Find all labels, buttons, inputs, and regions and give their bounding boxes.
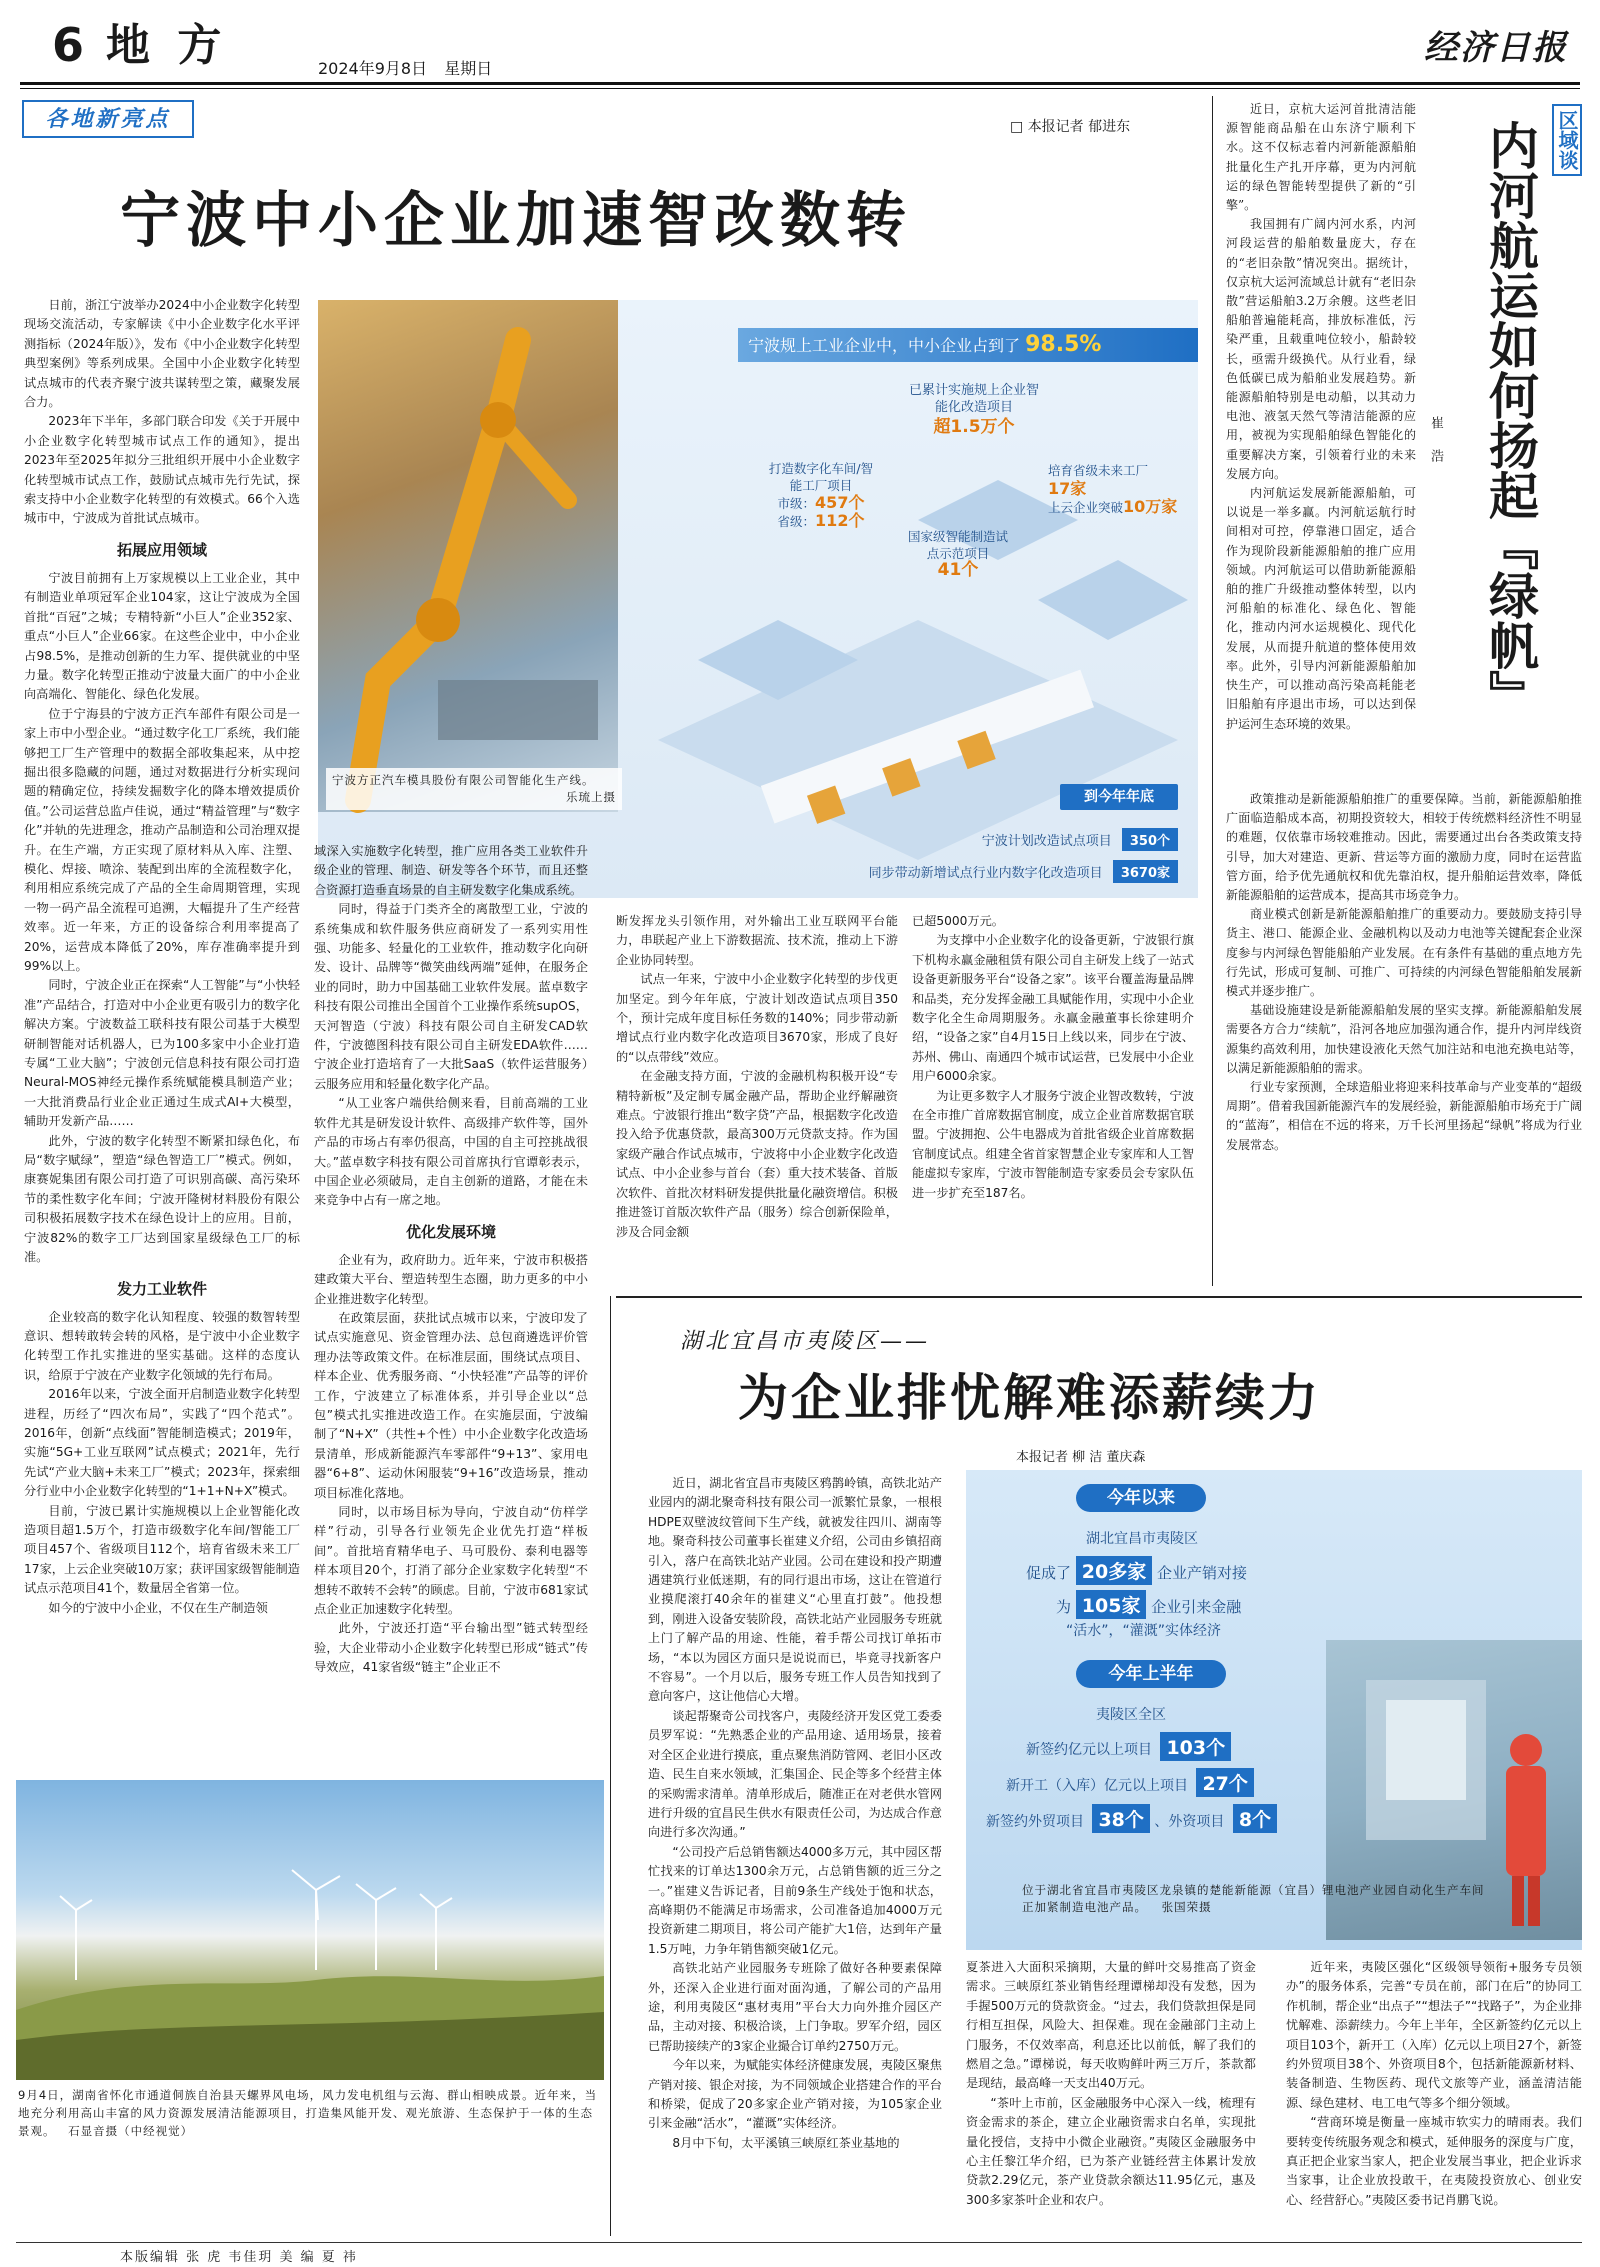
article1-byline xyxy=(1010,116,1130,136)
byline-text: 本报记者 郁进东 xyxy=(1027,119,1131,135)
caption-text: 位于湖北省宜昌市夷陵区龙泉镇的楚能新能源（宜昌）锂电池产业园自动化生产车间正加紧制造电池产品。 xyxy=(1022,1883,1485,1914)
paragraph: 域深入实施数字化转型，推广应用各类工业软件升级企业的管理、制造、研发等各个环节，而且还整合资源打造垂直场景的自主研发数字化集成系统。 xyxy=(314,844,588,897)
section-name: 地 方 xyxy=(106,20,228,71)
paragraph: 宁波目前拥有上万家规模以上工业企业，其中有制造业单项冠军企业104家，这让宁波成为全国首批“百冠”之城；专精特新“小巨人”企业352家、重点“小巨人”企业66家。在这些企业中，中小企业占98.5%，是推动创新的生力军、提供就业的中坚力量。数字化转型正推动宁波量大面广的中小企业向高端化、智能化、绿色化发展。 xyxy=(24,570,300,702)
infographic2-area: 湖北宜昌市夷陵区 xyxy=(1086,1531,1198,1547)
infographic2-area2: 夷陵区全区 xyxy=(1096,1707,1166,1723)
article2-title: 为企业排忧解难添薪续力 xyxy=(738,1368,1321,1427)
page-number: 6 xyxy=(52,18,85,72)
paragraph: 已超5000万元。 xyxy=(912,914,1004,928)
line-value: 105家 xyxy=(1076,1590,1147,1619)
stat-label: 国家级智能制造试点示范项目 xyxy=(908,529,1009,561)
stat-label: 培育省级未来工厂 xyxy=(1048,463,1149,478)
infographic2-line1 xyxy=(1026,1556,1247,1585)
paragraph: 内河航运发展新能源船舶，可以说是一举多赢。内河航运航行时间相对可控，停靠港口固定，适合作为现阶段新能源船舶的推广应用领域。内河航运可以借助新能源船舶的推广升级推动整体转型，以内河船舶的标准化、绿色化、智能化，推动内河水运规模化、现代化发展，从而提升航道的整体使用效率。此外，引导内河新能源船舶加快生产，可以推动高污染高耗能老旧船舶有序退出市场，可以达到保护运河生态环境的效果。 xyxy=(1226,486,1416,731)
stat-label: 上云企业突破 xyxy=(1048,500,1124,515)
infographic2-stat3 xyxy=(986,1804,1277,1833)
paragraph: 政策推动是新能源船舶推广的重要保障。当前，新能源船舶推广面临造船成本高，初期投资较大，相较于传统燃料经济性不明显的难题，仅依靠市场较难推动。因此，需要通过出台各类政策支持引导，加大对建造、更新、营运等方面的激励力度，同时在运营监管方面，给予优先通航权和优先靠泊权，提升船舶运营效率，降低新能源船舶的运营成本，提高其市场竞争力。 xyxy=(1226,792,1582,903)
stat-box-future-factory xyxy=(1048,462,1188,517)
caption-text: 宁波方正汽车模具股份有限公司智能化生产线。 xyxy=(332,773,595,787)
plan-label: 同步带动新增试点行业内数字化改造项目 xyxy=(868,866,1103,881)
stat-label: 新签约亿元以上项目 xyxy=(1026,1742,1152,1758)
plan-value: 350个 xyxy=(1122,828,1178,851)
article1-col2 xyxy=(314,842,588,1675)
paragraph: 日前，浙江宁波举办2024中小企业数字化转型现场交流活动，专家解读《中小企业数字化水平评测指标（2024年版）》，发布《中小企业数字化转型典型案例》等系列成果。全国中小企业数字化转型试点城市的代表齐聚宁波共谋转型之策，藏聚发展合力。 xyxy=(24,298,300,410)
stat-label: 打造数字化车间/智能工厂项目 xyxy=(768,461,874,493)
paragraph: 试点一年来，宁波中小企业数字化转型的步伐更加坚定。到今年年底，宁波计划改造试点项目350个，预计完成年度目标任务数的140%；同步带动新增试点行业内数字化改造项目3670家，形成了良好的“以点带线”效应。 xyxy=(616,972,898,1064)
photo1-caption xyxy=(326,768,622,810)
article2-infographic xyxy=(966,1470,1582,1950)
year-end-badge: 到今年年底 xyxy=(1060,784,1178,810)
paragraph: 位于宁海县的宁波方正汽车部件有限公司是一家上市中小型企业。“通过数字化工厂系统，我们能够把工厂生产管理中的数据全部收集起来，从中挖掘出很多隐藏的问题，通过对数据进行分析实现问题的精确定位，持续发掘数字化的降本增效提质价值。”公司运营总监卢佳说，通过“精益管理”与“数字化”并轨的先进理念，推动产品制造和公司治理双提升。在生产端，方正实现了原材料从入库、注塑、模化、焊接、喷涂、装配到出库的全流程数字化，利用相应系统完成了产品的全生命周期管理，实现一物一码产品全流程可追溯，大幅提升了生产经营效率。近一年来，方正的设备综合利用率提高了20%，运营成本降低了20%，库存准确率提升到99%以上。 xyxy=(24,706,300,973)
subheading: 拓展应用领域 xyxy=(116,540,207,559)
headline-text: 宁波规上工业企业中，中小企业占到了 xyxy=(748,336,1021,355)
stat-box-upgrade xyxy=(904,382,1044,438)
date-text: 2024年9月8日 xyxy=(318,59,428,78)
infographic2-label-top: 今年以来 xyxy=(1076,1484,1206,1512)
article1-col4 xyxy=(912,912,1194,1284)
paragraph: 企业较高的数字化认知程度、较强的数智转型意识、想转敢转会转的风格，是宁波中小企业数字化转型工作扎实推进的坚实基础。这样的态度认识，给原于宁波在产业数字化领域的先行布局。 xyxy=(24,1309,300,1382)
paragraph: 此外，宁波还打造“平台输出型”链式转型经验，大企业带动小企业数字化转型已形成“链式”传导效应，41家省级“链主”企业正不 xyxy=(314,1621,588,1675)
paragraph: 谈起帮聚奇公司找客户，夷陵经济开发区党工委委员罗军说：“先熟悉企业的产品用途、适用场景，接着对全区企业进行摸底，重点聚焦消防管网、老旧小区改造、民生自来水领域，汇集国企、民企等多个经营主体的采购需求清单。清单形成后，随准正在对老供水管网进行升级的宜昌民生供水有限责任公司，为达成合作意向进行多次沟通。” xyxy=(648,1708,942,1840)
paragraph: 夏茶进入大面积采摘期，大量的鲜叶交易推高了资金需求。三峡原红茶业销售经理谭梯却没有发愁，因为手握500万元的贷款资金。“过去，我们贷款担保是同行相互担保，风险大、担保难。现在金融部门主动上门服务，不仅效率高，利息还比以前低，解了我们的燃眉之急。”谭梯说，每天收购鲜叶两三万斤，茶款都是现结，最高峰一天支出40万元。 xyxy=(966,1960,1256,2091)
infographic2-line2 xyxy=(1056,1590,1241,1619)
stat-value: 457个 xyxy=(815,493,865,512)
stat-label: 新签约外贸项目 xyxy=(986,1814,1084,1830)
photo-credit: 石显音摄（中经视觉） xyxy=(68,2124,194,2138)
stat-sublabel: 市级： xyxy=(777,496,816,511)
article2-left-rule xyxy=(610,1296,611,2236)
paragraph: 2023年下半年，多部门联合印发《关于开展中小企业数字化转型城市试点工作的通知》，提出2023年至2025年拟分三批组织开展中小企业数字化转型城市试点工作，鼓励试点城市先行先试，探索支持中小企业数字化转型的有效模式。66个入选城市中，宁波成为首批试点城市。 xyxy=(24,414,300,526)
stat-value: 112个 xyxy=(815,511,865,530)
stat-value: 27个 xyxy=(1196,1768,1253,1797)
paragraph: 断发挥龙头引领作用，对外输出工业互联网平台能力，串联起产业上下游数据流、技术流，推动上下游企业协同转型。 xyxy=(616,914,898,967)
windfarm-caption xyxy=(18,2086,604,2140)
header-rule-thin xyxy=(20,88,1580,89)
sidebar-title: 内河航运如何扬起『绿帆』 xyxy=(1481,120,1540,720)
paragraph: “从工业客户端供给侧来看，目前高端的工业软件尤其是研发设计软件、高级排产软件等，国外产品的市场占有率仍很高，中国的自主可控挑战很大。”蓝卓数字科技有限公司首席执行官谭彰表示，中国企业必须破局，走自主创新的道路，才能在未来竞争中占有一席之地。 xyxy=(314,1096,588,1208)
line-text: 企业引来金融 xyxy=(1151,1598,1242,1616)
paragraph: 同时，以市场目标为导向，宁波自动“仿样学样”行动，引导各行业领先企业优先打造“样板间”。首批培育精华电子、马可股份、泰利电器等样本项目20个，打消了部分企业家数字化转型“不想转不敢转不会转”的顾虑。目前，宁波市681家试点企业正加速数字化转型。 xyxy=(314,1505,588,1617)
footer-rule xyxy=(16,2242,1582,2243)
paragraph: 为让更多数字人才服务宁波企业智改数转，宁波在全市推广首席数据官制度，成立企业首席数据官联盟。宁波拥抱、公牛电器成为首批省级企业首席数据官制度试点。组建全省首家智慧企业专家库和人工智能虚拟专家库，宁波市智能制造专家委员会专家队伍进一步扩充至187名。 xyxy=(912,1088,1194,1200)
paragraph: 近年来，夷陵区强化“区级领导领衔+服务专员领办”的服务体系，完善“专员在前，部门在后”的协同工作机制，帮企业“出点子”“想法子”“找路子”，为企业排忧解难、添薪续力。今年上半年，全区新签约亿元以上项目103个，新开工（入库）亿元以上项目27个，新签约外贸项目38个、外资项目8个，包括新能源新材料、装备制造、生物医药、现代文旅等产业，涵盖清洁能源、绿色建材、电工电气等多个细分领域。 xyxy=(1286,1960,1582,2110)
line-text: 为 xyxy=(1056,1598,1072,1616)
byline-square-icon: □ xyxy=(1010,119,1024,135)
stat-box-workshops xyxy=(766,460,876,530)
article1-title: 宁波中小企业加速智改数转 xyxy=(120,186,912,256)
paragraph: 今年以来，为赋能实体经济健康发展，夷陵区聚焦产销对接、银企对接，为不同领域企业搭建合作的平台和桥梁，促成了20多家企业产销对接，为105家企业引来金融“活水”，“灌溉”实体经济。 xyxy=(648,2058,942,2131)
windfarm-photo xyxy=(16,1780,604,2080)
paragraph: 如今的宁波中小企业，不仅在生产制造领 xyxy=(48,1600,268,1615)
photo2-caption xyxy=(1022,1882,1492,1916)
plan-row-1 xyxy=(982,828,1178,851)
paragraph: “营商环境是衡量一座城市软实力的晴雨表。我们要转变传统服务观念和模式，延伸服务的深度与广度，真正把企业家当家人，把企业发展当事业，把企业诉求当家事，让企业放投敢干，在夷陵投资放心、创业安心、经营舒心。”夷陵区委书记肖鹏飞说。 xyxy=(1286,2115,1582,2207)
line-value: 20多家 xyxy=(1076,1556,1152,1585)
photo-credit: 张国荣摄 xyxy=(1161,1900,1212,1914)
article1-col1 xyxy=(24,296,300,1726)
stat-label: 已累计实施规上企业智能化改造项目 xyxy=(908,383,1039,415)
article1-col3 xyxy=(616,912,898,1284)
article1-infographic xyxy=(318,300,1198,898)
header-rule xyxy=(20,82,1580,85)
paragraph: 商业模式创新是新能源船舶推广的重要动力。要鼓励支持引导货主、港口、能源企业、金融机构以及动力电池等关键配套企业深度参与内河绿色智能船舶产业发展。在有条件有基础的重点地方先行先试，形成可复制、可推广、可持续的内河绿色智能船舶发展新模式并逐步推广。 xyxy=(1226,907,1582,999)
subheading: 优化发展环境 xyxy=(405,1222,496,1241)
robot-arm-icon xyxy=(318,300,618,812)
paragraph: 近日，湖北省宜昌市夷陵区鸦鹊岭镇，高铁北站产业园内的湖北聚奇科技有限公司一派繁忙景象，一根根HDPE双壁波纹管间下生产线，就被发往四川、湖南等地。聚奇科技公司董事长崔建义介绍，公司由乡镇招商引入，落户在高铁北站产业园。公司在建设和投产期遭遇建筑行业低迷期，有的同行退出市场，这让在管道行业摸爬滚打40余年的崔建义“心里直打鼓”。他投想到，刚进入设备安装阶段，高铁北站产业园服务专班就上门了解产品的用途、性能，着手帮公司找订单拓市场，“本以为园区方面只是说说而已，毕竟寻找新客户不容易”。一个月以后，服务专班工作人员告知找到了意向客户，这让他信心大增。 xyxy=(648,1476,942,1704)
footer-editors: 本版编辑 张 虎 韦佳玥 美 编 夏 祎 xyxy=(120,2250,358,2265)
plan-row-2 xyxy=(869,860,1178,883)
stat-value: 38个 xyxy=(1092,1804,1149,1833)
stat-value: 8个 xyxy=(1233,1804,1277,1833)
paragraph: 为支撑中小企业数字化的设备更新，宁波银行旗下机构永赢金融租赁有限公司自主研发上线了一站式设备更新服务平台“设备之家”。该平台覆盖海量品牌和品类，充分发挥金融工具赋能作用，实现中小企业数字化全生命周期服务。永赢金融董事长徐建明介绍，“设备之家”自4月15日上线以来，同步在宁波、苏州、佛山、南通四个城市试运营，已发展中小企业用户6000余家。 xyxy=(912,933,1194,1084)
sidebar-divider xyxy=(1212,96,1213,1286)
masthead-logo: 经济日报 xyxy=(1424,28,1568,68)
sidebar-text-upper xyxy=(1226,100,1416,776)
paragraph: 此外，宁波的数字化转型不断紧扣绿色化，布局“数字赋绿”，塑造“绿色智造工厂”模式。例如，康赛妮集团有限公司打造了可识别高碳、高污染环节的柔性数字化车间；宁波开隆树材料股份有限公司积极拓展数字技术在绿色设计上的应用。目前，宁波82%的数字工厂达到国家星级绿色工厂的标准。 xyxy=(24,1133,300,1265)
stat-box-national xyxy=(908,528,1008,579)
infographic2-stat2 xyxy=(1006,1768,1254,1797)
article2-col1 xyxy=(648,1474,942,2236)
factory-photo xyxy=(318,300,618,812)
stat-value: 103个 xyxy=(1160,1732,1231,1761)
article2-top-rule xyxy=(616,1296,1582,1298)
sidebar-tag: 区域谈 xyxy=(1552,104,1582,176)
plan-label: 宁波计划改造试点项目 xyxy=(981,834,1112,849)
paragraph: “公司投产后总销售额达4000多万元，其中园区帮忙找来的订单达1300余万元，占总销售额的近三分之一。”崔建义告诉记者，目前9条生产线处于饱和状态，高峰期仍不能满足市场需求，公司准备追加4000万元投资新建二期项目，将公司产能扩大1倍，达到年产量1.5万吨，力争年销售额突破1亿元。 xyxy=(648,1844,942,1956)
infographic2-label-half: 今年上半年 xyxy=(1076,1660,1226,1688)
paragraph: 8月中下旬，太平溪镇三峡原红茶业基地的 xyxy=(672,2135,900,2150)
infographic2-stat1 xyxy=(1026,1732,1231,1761)
stat-value: 10万家 xyxy=(1123,497,1178,516)
paragraph: 企业有为，政府助力。近年来，宁波市积极搭建政策大平台、塑造转型生态圈，助力更多的中小企业推进数字化转型。 xyxy=(314,1252,588,1306)
line-text: 企业产销对接 xyxy=(1157,1564,1248,1582)
paragraph: 行业专家预测，全球造船业将迎来科技革命与产业变革的“超级周期”。借着我国新能源汽车的发展经验，新能源船舶市场充于广阔的“蓝海”，相信在不远的将来，万千长河里扬起“绿帆”将成为行业发展常态。 xyxy=(1226,1080,1582,1152)
plan-value: 3670家 xyxy=(1113,860,1178,883)
photo-credit: 乐琉上摄 xyxy=(566,790,616,804)
stat-value: 17家 xyxy=(1048,479,1087,498)
line-text: 促成了 xyxy=(1026,1564,1072,1582)
stat-label: 、外资项目 xyxy=(1154,1814,1225,1830)
article2-col2 xyxy=(966,1958,1256,2236)
paragraph: 目前，宁波已累计实施规模以上企业智能化改造项目超1.5万个，打造市级数字化车间/智能工厂项目457个、省级项目112个，培育省级未来工厂17家，上云企业突破10万家；获评国家级智能制造试点示范项目41个，数量居全省第一位。 xyxy=(24,1503,300,1596)
infographic-headline xyxy=(738,328,1198,362)
stat-label: 新开工（入库）亿元以上项目 xyxy=(1006,1778,1188,1794)
article2-kicker: 湖北宜昌市夷陵区—— xyxy=(680,1329,931,1354)
paragraph: 2016年以来，宁波全面开启制造业数字化转型进程，历经了“四次布局”，实践了“四个范式”。2016年，创新“点线面”智能制造模式；2019年，实施“5G+工业互联网”试点模式；2021年，先行先试“产业大脑+未来工厂”模式；2023年，探索细分行业中小企业数字化转型的“1+1+N+X”模式。 xyxy=(24,1387,300,1499)
paragraph: 我国拥有广阔内河水系，内河河段运营的船舶数量庞大，存在的“老旧杂散”情况突出。据统计，仅京杭大运河流域总计就有“老旧杂散”营运船舶3.2万余艘。这些老旧船舶普遍能耗高，排放标准低，污染严重，且载重吨位较小，船龄较长，亟需升级换代。从行业看，绿色低碳已成为船舶业发展趋势。新能源船舶特别是电动船，以其动力电池、液氢天然气等清洁能源的应用，被视为实现船舶绿色智能化的重要解决方案，引领着行业的未来发展方向。 xyxy=(1226,217,1416,481)
sidebar-text-lower xyxy=(1226,790,1582,1282)
stat-value: 超1.5万个 xyxy=(933,417,1015,437)
paragraph: 基础设施建设是新能源船舶发展的坚实支撑。新能源船舶发展需要各方合力“续航”，沿河各地应加强沟通合作，提升内河岸线资源集约高效利用，加快建设液化天然气加注站和电池充换电站等，以满足新能源船舶的需求。 xyxy=(1226,1003,1582,1075)
paragraph: 在政策层面，获批试点城市以来，宁波印发了试点实施意见、资金管理办法、总包商遴选评价管理办法等政策文件。在标准层面，围绕试点项目、样本企业、优秀服务商、“小快轻准”产品等的评价工作，宁波建立了标准体系，并引导企业以“总包”模式扎实推进改造工作。在实施层面，宁波编制了“N+X”（共性+个性）中小企业数字化改造场景清单，形成新能源汽车零部件“9+13”、家用电器“6+8”、运动休闲服装“9+16”改造场景，推动项目标准化落地。 xyxy=(314,1310,588,1500)
article2-byline: 本报记者 柳 洁 董庆森 xyxy=(1016,1450,1146,1465)
paragraph: “茶叶上市前，区金融服务中心深入一线，梳理有资金需求的茶企，建立企业融资需求白名单，实现批量化授信，支持中小微企业融资。”夷陵区金融服务中心主任黎江华介绍，已为茶产业链经营主体累计发放贷款2.29亿元，茶产业贷款余额达11.95亿元，惠及300多家茶叶企业和农户。 xyxy=(966,2095,1256,2207)
paragraph: 同时，宁波企业正在探索“人工智能”与“小快轻准”产品结合，打造对中小企业更有吸引力的数字化解决方案。宁波数益工联科技有限公司基于大模型研制智能对话机器人，已为100多家中小企业打造专属“工业大脑”；宁波创元信息科技有限公司打造Neural-MOS神经元操作系统赋能模具制造产业；一大批消费品行业企业正通过生成式AI+大模型，辅助开发新产品…… xyxy=(24,978,300,1129)
headline-value: 98.5% xyxy=(1025,332,1102,357)
caption-text: 9月4日，湖南省怀化市通道侗族自治县天螺界风电场，风力发电机组与云海、群山相映成景。近年来，当地充分利用高山丰富的风力资源发展清洁能源项目，打造集风能开发、观光旅游、生态保护于一体的生态景观。 xyxy=(18,2088,598,2138)
weekday-text: 星期日 xyxy=(444,59,493,78)
section-tag: 各地新亮点 xyxy=(22,100,194,138)
wind-turbine-icon xyxy=(16,1780,604,2080)
paragraph: 高铁北站产业园服务专班除了做好各种要素保障外，还深入企业进行面对面沟通，了解公司的产品用途，利用夷陵区“惠材夷用”平台大力向外推介园区产品，主动对接、积极洽谈，上门争取。罗军介绍，园区已帮助接续产的3家企业撮合订单约2750万元。 xyxy=(648,1961,942,2053)
paragraph: 在金融支持方面，宁波的金融机构积极开设“专精特新板”及定制专属金融产品，帮助企业纾解融资难点。宁波银行推出“数字贷”产品，根据数字化改造投入给予优惠贷款，最高300万元贷款支持。作为国家级产融合作试点城市，宁波将中小企业数字化改造试点、中小企业参与首台（套）重大技术装备、首版次软件、首批次材料研发提供批量化融资增信。积极推进签订首版次软件产品（服务）综合创新保险单，涉及合同金额 xyxy=(616,1069,898,1239)
subheading: 发力工业软件 xyxy=(116,1279,207,1298)
paragraph: 近日，京杭大运河首批清洁能源智能商品船在山东济宁顺利下水。这不仅标志着内河新能源船舶批量化生产扎开序幕，更为内河航运的绿色智能转型提供了新的“引擎”。 xyxy=(1226,102,1416,213)
paragraph: 同时，得益于门类齐全的离散型工业，宁波的系统集成和软件服务供应商研发了一系列实用性强、功能多、轻量化的工业软件，推动数字化向研发、设计、品牌等“微笑曲线两端”延伸，在服务企业的同时，助力中国基础工业软件发展。蓝卓数字科技有限公司推出全国首个工业操作系统supOS，天河智造（宁波）科技有限公司自主研发CAD软件，宁波德图科技有限公司自主研发EDA软件……宁波企业打造培育了一大批SaaS（软件运营服务）云服务应用和轻量化数字化产品。 xyxy=(314,902,588,1091)
stat-value: 41个 xyxy=(937,560,979,580)
issue-date xyxy=(318,56,492,79)
infographic2-line3: “活水”，“灌溉”实体经济 xyxy=(1066,1623,1222,1639)
sidebar-author: 崔 浩 xyxy=(1428,416,1443,471)
article2-col3 xyxy=(1286,1958,1582,2236)
stat-sublabel: 省级： xyxy=(777,514,816,529)
